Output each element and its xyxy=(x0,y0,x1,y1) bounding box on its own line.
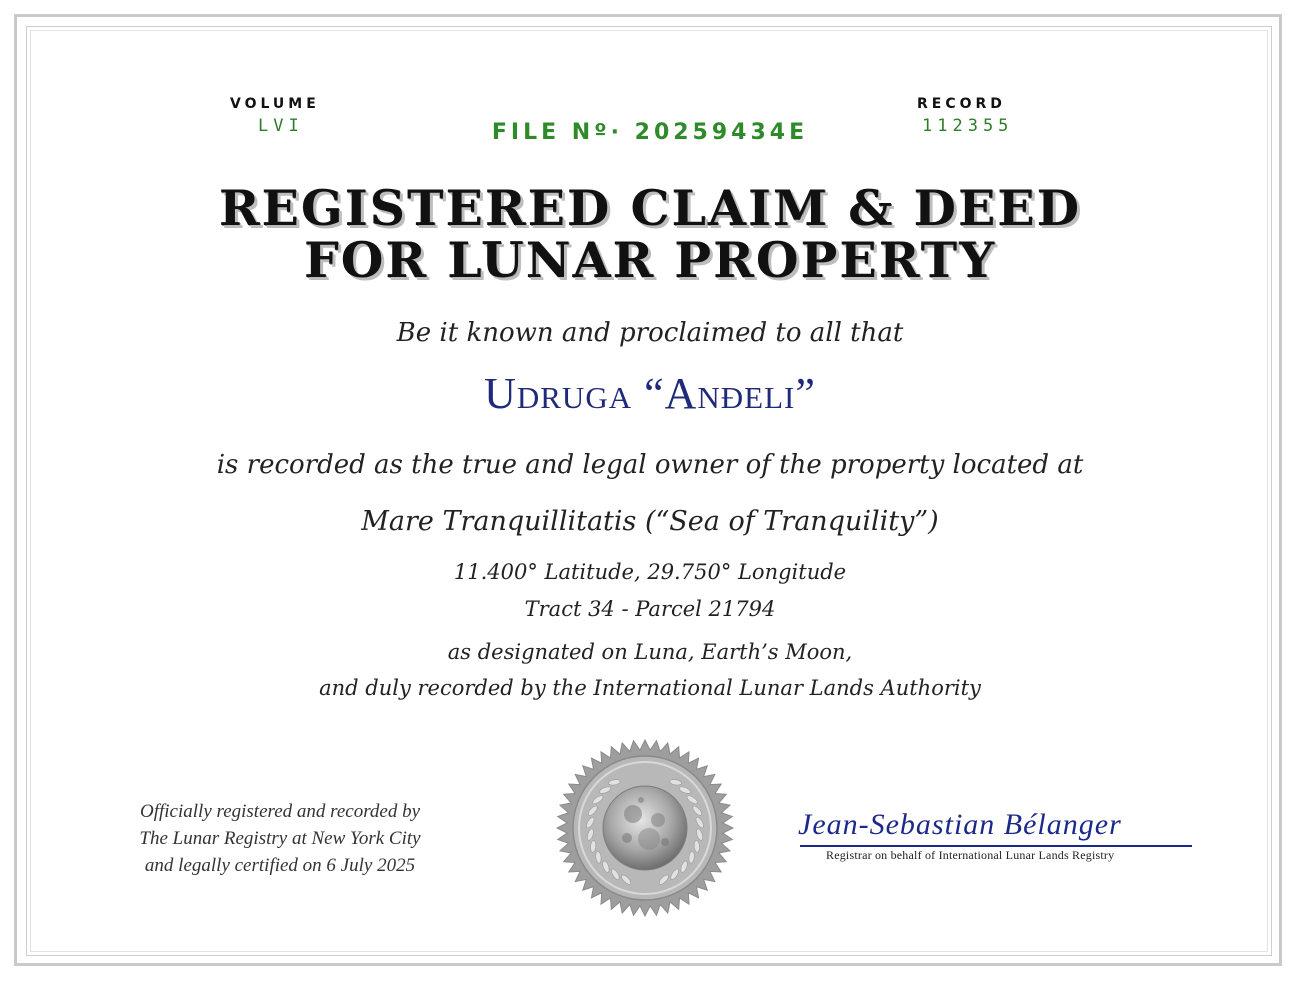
file-number: FILE Nº· 20259434E xyxy=(491,120,809,145)
moon-seal-icon xyxy=(555,738,735,918)
location-text: Mare Tranquillitatis (“Sea of Tranquility”) xyxy=(361,506,939,537)
certification-line-2: The Lunar Registry at New York City xyxy=(139,828,421,849)
owner-name: Udruga “Anđeli” xyxy=(484,369,816,418)
volume-value: LVI xyxy=(258,116,304,136)
proclamation-text: Be it known and proclaimed to all that xyxy=(396,318,904,348)
title-line-2: FOR LUNAR PROPERTY xyxy=(303,231,997,289)
recorded-as-text: is recorded as the true and legal owner of the property located at xyxy=(216,450,1084,480)
record-value: 112355 xyxy=(922,116,1014,136)
authority-text: and duly recorded by the International Lunar Lands Authority xyxy=(319,676,981,700)
signature-underline xyxy=(800,845,1192,847)
certification-line-3: and legally certified on 6 July 2025 xyxy=(144,855,416,876)
coordinates-text: 11.400° Latitude, 29.750° Longitude xyxy=(453,560,847,584)
record-label: RECORD xyxy=(917,96,1006,112)
registrar-signature: Jean-Sebastian Bélanger xyxy=(798,808,1122,841)
tract-parcel-text: Tract 34 - Parcel 21794 xyxy=(524,597,776,621)
certification-line-1: Officially registered and recorded by xyxy=(140,801,420,822)
volume-label: VOLUME xyxy=(230,96,320,112)
signature-caption: Registrar on behalf of International Lunar Lands Registry xyxy=(826,848,1115,862)
designated-text: as designated on Luna, Earth’s Moon, xyxy=(447,640,853,664)
title-line-1: REGISTERED CLAIM & DEED xyxy=(218,179,1082,237)
